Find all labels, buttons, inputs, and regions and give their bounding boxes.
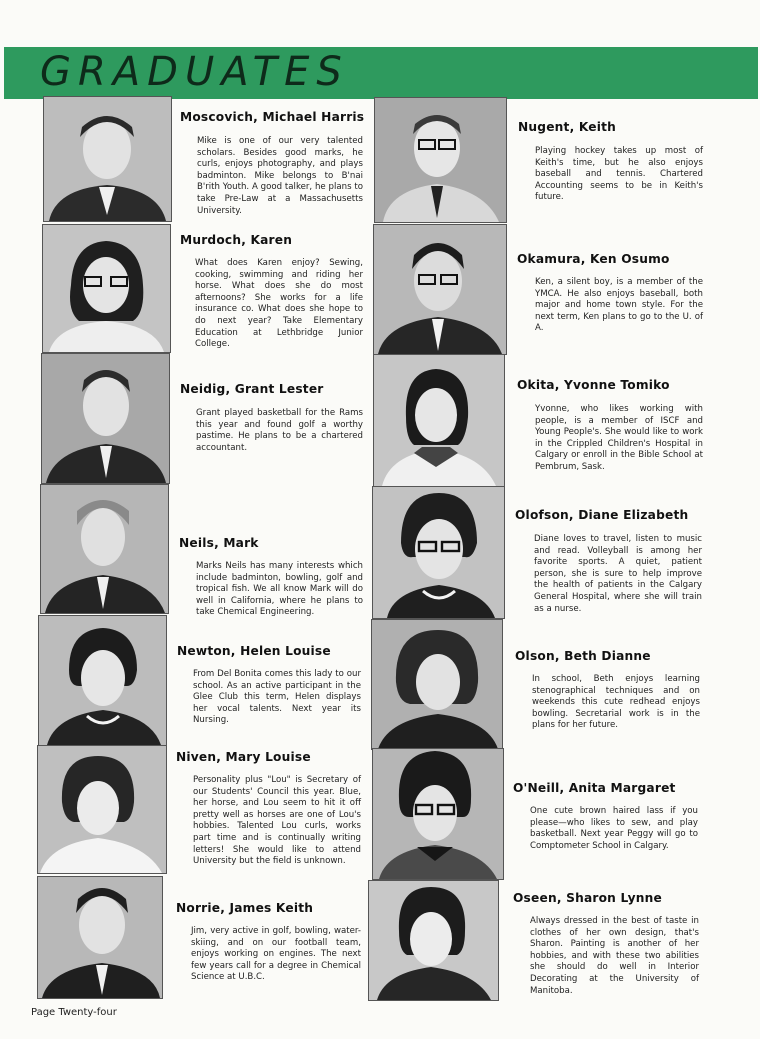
graduate-name: O'Neill, Anita Margaret xyxy=(513,781,676,795)
graduate-name: Nugent, Keith xyxy=(518,120,617,134)
portrait-photo xyxy=(37,745,167,874)
graduate-name: Niven, Mary Louise xyxy=(176,750,311,764)
portrait-photo xyxy=(40,484,169,614)
graduate-bio: One cute brown haired lass if you please—who likes to sew, and play basketball. Next year Peggy will go to Comptometer School in Calgary. xyxy=(530,806,698,851)
portrait-photo xyxy=(373,224,507,355)
portrait-photo xyxy=(38,615,167,746)
portrait-photo xyxy=(368,880,499,1001)
graduate-bio: From Del Bonita comes this lady to our school. As an active participant in the Glee Club this term, Helen displays her vocal talents. Next year its Nursing. xyxy=(193,669,361,726)
portrait-photo xyxy=(373,354,505,487)
page-number: Page Twenty-four xyxy=(31,1007,117,1018)
graduate-bio: Grant played basketball for the Rams this year and found golf a worthy pastime. He plans to be a chartered accountant. xyxy=(196,408,363,453)
graduate-bio: Always dressed in the best of taste in clothes of her own design, that's Sharon. Painting is another of her hobbies, and with these two abilities she should do well in Interior Decorating at the University of Manitoba. xyxy=(530,916,699,996)
portrait-photo xyxy=(41,353,170,484)
graduate-name: Okamura, Ken Osumo xyxy=(517,252,670,266)
graduate-name: Neidig, Grant Lester xyxy=(180,382,324,396)
graduate-bio: What does Karen enjoy? Sewing, cooking, swimming and riding her horse. What does she do most afternoons? She works for a life insurance co. What does she hope to do next year? Take Elementary Education at Lethbridge Junior College. xyxy=(195,258,363,350)
graduate-bio: In school, Beth enjoys learning stenographical techniques and on weekends this cute redhead enjoys bowling. Secretarial work is in the plans for her future. xyxy=(532,674,700,731)
graduate-bio: Mike is one of our very talented scholars. Besides good marks, he curls, enjoys photography, and plays badminton. Mike belongs to B'nai B'rith Youth. A good talker, he plans to take Pre-Law at a Massachusetts University. xyxy=(197,136,363,216)
graduate-name: Oseen, Sharon Lynne xyxy=(513,891,662,905)
portrait-photo xyxy=(42,224,171,353)
portrait-photo xyxy=(37,876,163,999)
portrait-photo xyxy=(372,486,505,619)
graduate-bio: Playing hockey takes up most of Keith's time, but he also enjoys baseball and tennis. Chartered Accounting seems to be in Keith's future. xyxy=(535,146,703,203)
portrait-photo xyxy=(372,748,504,880)
graduate-bio: Ken, a silent boy, is a member of the YMCA. He also enjoys baseball, both major and home town style. For the next term, Ken plans to go to the U. of A. xyxy=(535,277,703,334)
graduate-name: Olson, Beth Dianne xyxy=(515,649,651,663)
graduate-bio: Jim, very active in golf, bowling, water-skiing, and on our football team, enjoys working on engines. The next few years call for a degree in Chemical Science at U.B.C. xyxy=(191,926,361,983)
graduate-name: Murdoch, Karen xyxy=(180,233,293,247)
graduate-bio: Personality plus "Lou" is Secretary of our Students' Council this year. Blue, her horse, and Lou seem to hit it off pretty well as horses are one of Lou's hobbies. Talented Lou curls, works part time and is continually writing letters! She would like to attend University but the field is unknown. xyxy=(193,775,361,867)
graduate-name: Okita, Yvonne Tomiko xyxy=(517,378,670,392)
portrait-photo xyxy=(374,97,507,223)
graduate-name: Olofson, Diane Elizabeth xyxy=(515,508,689,522)
portrait-photo xyxy=(43,96,172,222)
graduate-bio: Marks Neils has many interests which include badminton, bowling, golf and tropical fish. We all know Mark will do well in California, where he plans to take Chemical Engineering. xyxy=(196,561,363,618)
graduate-name: Norrie, James Keith xyxy=(176,901,314,915)
graduate-name: Newton, Helen Louise xyxy=(177,644,331,658)
graduate-name: Neils, Mark xyxy=(179,536,259,550)
header-banner xyxy=(4,47,758,99)
graduate-bio: Yvonne, who likes working with people, is a member of ISCF and Young People's. She would like to work in the Crippled Children's Hospital in Calgary or enroll in the Bible School at Pembrum, Sask. xyxy=(535,404,703,472)
page-title: GRADUATES xyxy=(40,49,349,95)
graduate-name: Moscovich, Michael Harris xyxy=(180,110,365,124)
portrait-photo xyxy=(371,619,503,750)
graduate-bio: Diane loves to travel, listen to music and read. Volleyball is among her favorite sports. A quiet, patient person, she is sure to help improve the health of patients in the Calgary General Hospital, where she will train as a nurse. xyxy=(534,534,702,614)
